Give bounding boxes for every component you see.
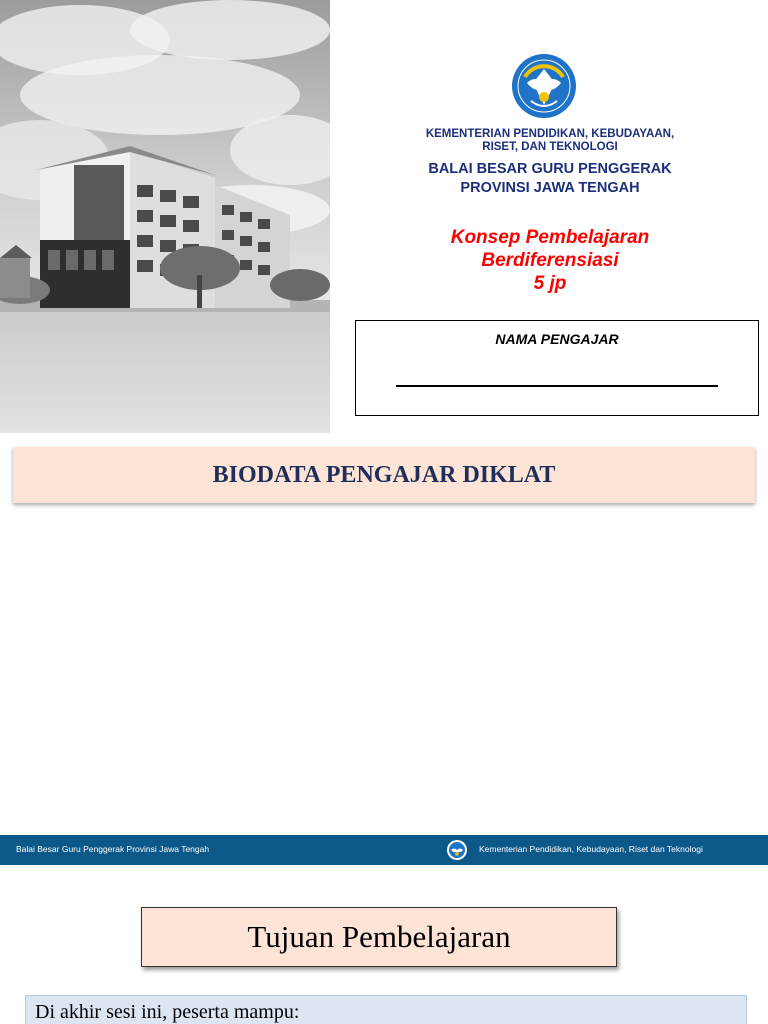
institution-name — [360, 160, 740, 198]
footer-bar — [0, 835, 768, 865]
teacher-name-line — [396, 385, 718, 387]
ministry-name — [360, 128, 740, 154]
ministry-line-2: RISET, DAN TEKNOLOGI — [482, 141, 618, 153]
tut-wuri-handayani-logo — [511, 53, 577, 119]
building-photo — [0, 0, 330, 433]
learning-objectives-intro: Di akhir sesi ini, peserta mampu: — [35, 1001, 300, 1023]
teacher-name-label: NAMA PENGAJAR — [495, 331, 619, 347]
course-title — [360, 226, 740, 295]
learning-objectives-title: Tujuan Pembelajaran — [141, 907, 617, 967]
footer-logo-icon — [446, 839, 468, 861]
teacher-name-box — [355, 320, 759, 416]
institution-line-2: PROVINSI JAWA TENGAH — [460, 180, 640, 196]
course-title-line-1: Konsep Pembelajaran — [450, 227, 650, 248]
ministry-line-1: KEMENTERIAN PENDIDIKAN, KEBUDAYAAN, — [425, 128, 675, 140]
course-duration: 5 jp — [533, 273, 567, 294]
footer-institution: Balai Besar Guru Penggerak Provinsi Jawa Tengah — [16, 844, 210, 854]
biodata-title: BIODATA PENGAJAR DIKLAT — [13, 447, 755, 503]
course-title-line-2: Berdiferensiasi — [481, 250, 619, 271]
footer-ministry: Kementerian Pendidikan, Kebudayaan, Riset dan Teknologi — [479, 844, 703, 854]
learning-objectives-box — [25, 995, 747, 1024]
institution-line-1: BALAI BESAR GURU PENGGERAK — [428, 161, 672, 177]
